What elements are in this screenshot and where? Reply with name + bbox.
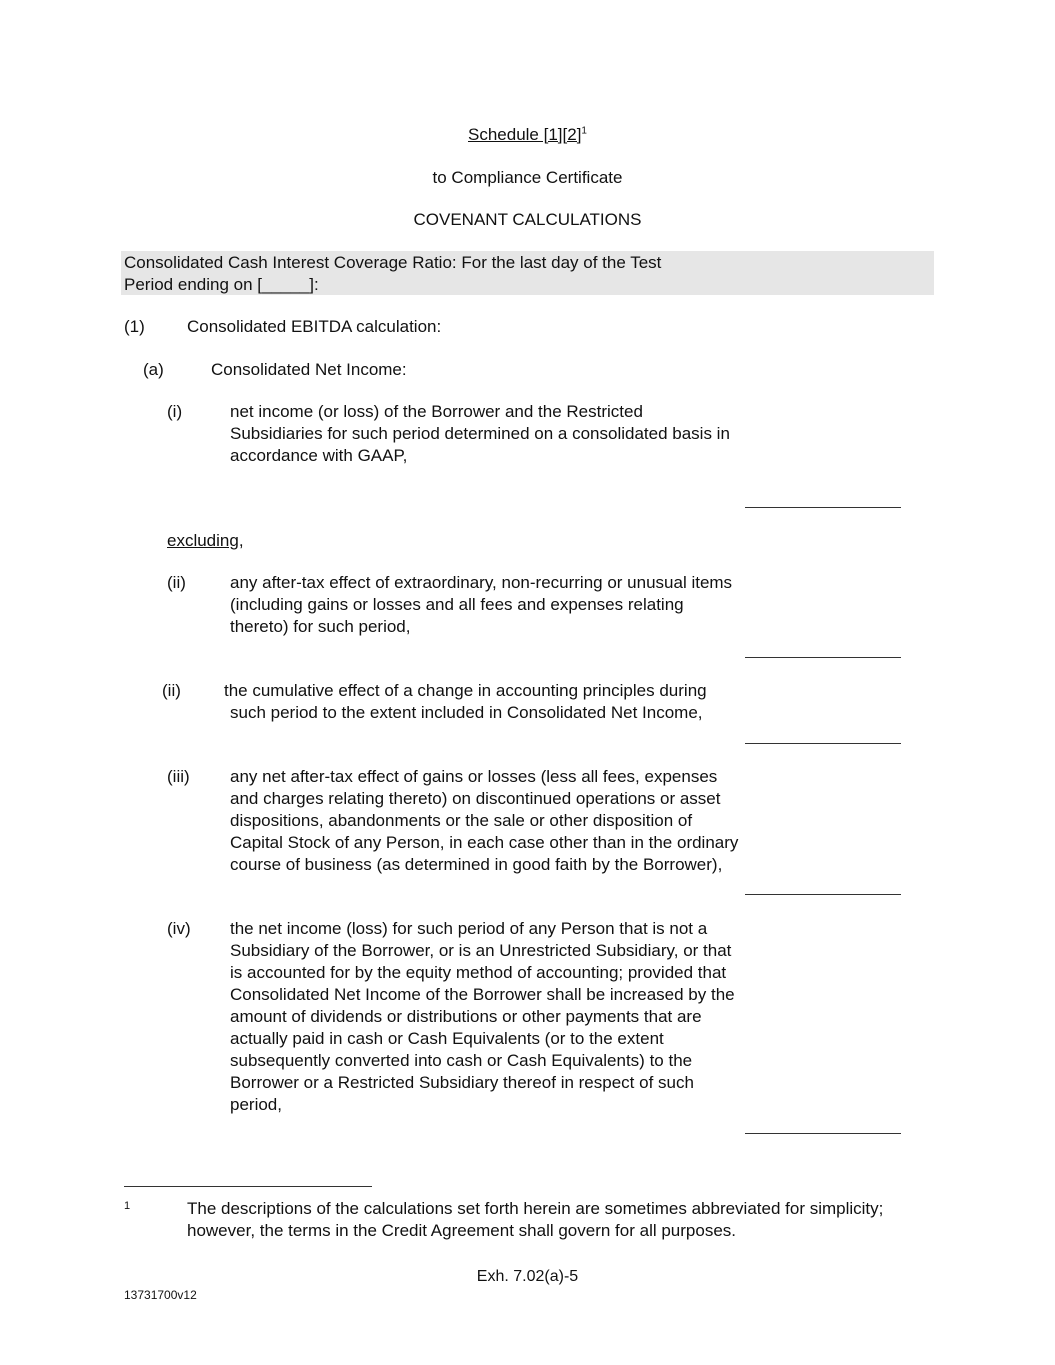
- footnote-text: [187, 1198, 883, 1242]
- item-a-label: Consolidated Net Income:: [211, 360, 407, 379]
- item-i-number: (i): [167, 402, 183, 421]
- item-ii-b-number: (ii): [162, 681, 181, 700]
- amount-blank-line[interactable]: [745, 894, 901, 895]
- schedule-title: [0, 125, 1055, 145]
- item-iii-number: (iii): [167, 767, 190, 786]
- item-iii-text: [230, 766, 738, 876]
- excluding-word: excluding: [167, 531, 239, 550]
- item-1-label: Consolidated EBITDA calculation:: [187, 317, 442, 336]
- section-title: COVENANT CALCULATIONS: [413, 210, 642, 229]
- text-line: accordance with GAAP,: [230, 446, 408, 465]
- text-line: and charges relating thereto) on discontinued operations or asset: [230, 789, 721, 808]
- document-id: 13731700v12: [124, 1288, 197, 1302]
- excluding-label: [167, 530, 244, 552]
- text-line: Subsidiary of the Borrower, or is an Unrestricted Subsidiary, or that: [230, 941, 732, 960]
- text-line: Consolidated Net Income of the Borrower shall be increased by the: [230, 985, 735, 1004]
- amount-blank-line[interactable]: [745, 1133, 901, 1134]
- item-ii-b-line-1: the cumulative effect of a change in accounting principles during: [224, 681, 707, 700]
- text-line: actually paid in cash or Cash Equivalents (or to the extent: [230, 1029, 664, 1048]
- footnote-marker: 1: [124, 1200, 131, 1212]
- item-a-number: (a): [143, 360, 164, 379]
- text-line: net income (or loss) of the Borrower and the Restricted: [230, 402, 643, 421]
- text-line: is accounted for by the equity method of accounting; provided that: [230, 963, 727, 982]
- schedule-title-text: Schedule [1][2]: [468, 125, 582, 144]
- footnote-line: however, the terms in the Credit Agreement shall govern for all purposes.: [187, 1221, 737, 1240]
- item-iv-text: [230, 918, 735, 1116]
- item-iv-number: (iv): [167, 919, 191, 938]
- excluding-punct: ,: [238, 531, 244, 550]
- text-line: any net after-tax effect of gains or losses (less all fees, expenses: [230, 767, 718, 786]
- amount-blank-line[interactable]: [745, 743, 901, 744]
- footnote-reference[interactable]: 1: [581, 125, 587, 137]
- text-line: period,: [230, 1095, 282, 1114]
- certificate-subtitle: to Compliance Certificate: [432, 168, 623, 187]
- text-line: thereto) for such period,: [230, 617, 411, 636]
- amount-blank-line[interactable]: [745, 657, 901, 658]
- text-line: any after-tax effect of extraordinary, non-recurring or unusual items: [230, 573, 733, 592]
- footnote-line: The descriptions of the calculations set forth herein are sometimes abbreviated for simplicity;: [187, 1199, 884, 1218]
- text-line: Subsidiaries for such period determined on a consolidated basis in: [230, 424, 730, 443]
- text-line: Borrower or a Restricted Subsidiary thereof in respect of such: [230, 1073, 694, 1092]
- footnote-separator: [124, 1186, 372, 1187]
- text-line: Capital Stock of any Person, in each case other than in the ordinary: [230, 833, 739, 852]
- ratio-heading-line: Period ending on [_____]:: [124, 275, 319, 294]
- ratio-heading: [124, 252, 724, 296]
- text-line: the net income (loss) for such period of any Person that is not a: [230, 919, 708, 938]
- page-number: Exh. 7.02(a)-5: [476, 1268, 579, 1285]
- ratio-heading-line: Consolidated Cash Interest Coverage Ratio: For the last day of the Test: [124, 253, 662, 272]
- text-line: subsequently converted into cash or Cash Equivalents) to the: [230, 1051, 693, 1070]
- text-line: dispositions, abandonments or the sale or other disposition of: [230, 811, 693, 830]
- item-ii-text: [230, 572, 732, 638]
- amount-blank-line[interactable]: [745, 507, 901, 508]
- text-line: amount of dividends or distributions or other payments that are: [230, 1007, 702, 1026]
- item-ii-b-line-2: such period to the extent included in Consolidated Net Income,: [230, 703, 703, 722]
- text-line: course of business (as determined in good faith by the Borrower),: [230, 855, 723, 874]
- text-line: (including gains or losses and all fees and expenses relating: [230, 595, 684, 614]
- item-1-number: (1): [124, 317, 145, 336]
- item-i-text: [230, 401, 730, 467]
- item-ii-number: (ii): [167, 573, 186, 592]
